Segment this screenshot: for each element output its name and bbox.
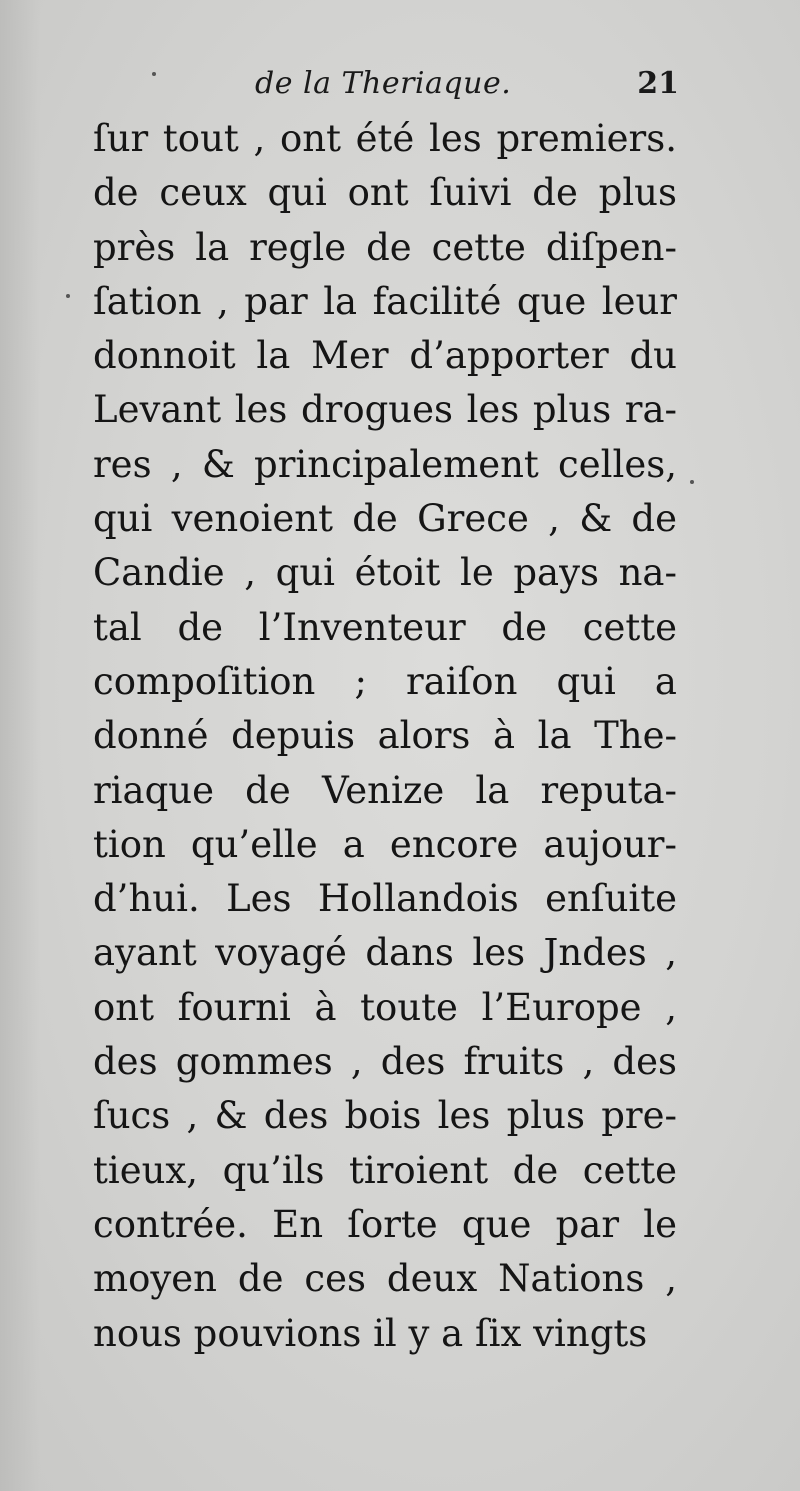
text-line: ayant voyagé dans les Jndes , [93, 931, 677, 975]
text-line: tion qu’elle a encore aujour- [93, 822, 677, 866]
text-line: tieux, qu’ils tiroient de cette [93, 1148, 677, 1192]
page-header [95, 66, 685, 110]
text-line: tal de l’Inventeur de cette [93, 605, 677, 649]
text-line: des gommes , des fruits , des [93, 1040, 677, 1084]
text-line: d’hui. Les Hollandois enſuite [93, 877, 677, 921]
text-line: de ceux qui ont ſuivi de plus [93, 171, 677, 215]
text-line: Levant les drogues les plus ra- [93, 388, 677, 432]
page-gutter-shadow [0, 0, 40, 1491]
text-line: ſur tout , ont été les premiers. [93, 117, 677, 160]
text-line: donnoit la Mer d’apporter du [93, 334, 677, 378]
text-line: qui venoient de Grece , & de [93, 497, 677, 541]
text-line: nous pouvions il y a ſix vingts [93, 1311, 648, 1355]
ink-speck [66, 294, 70, 298]
text-line: compoſition ; raiſon qui a [93, 659, 677, 703]
running-title: de la Theriaque. [255, 66, 512, 101]
ink-speck [690, 480, 694, 484]
text-line: riaque de Venize la reputa- [93, 768, 677, 812]
text-line: ſucs , & des bois les plus pre- [93, 1094, 677, 1138]
text-line: contrée. En ſorte que par le [93, 1202, 677, 1246]
text-line: res , & principalement celles, [93, 442, 677, 486]
text-line: Candie , qui étoit le pays na- [93, 551, 677, 595]
page-number: 21 [637, 66, 679, 101]
text-line: près la regle de cette diſpen- [93, 225, 677, 269]
text-line: moyen de ces deux Nations , [93, 1257, 677, 1301]
text-line: donné depuis alors à la The- [93, 714, 677, 758]
text-line: ont fourni à toute l’Europe , [93, 985, 677, 1029]
text-line: ſation , par la facilité que leur [93, 279, 677, 323]
body-text [93, 112, 677, 1361]
